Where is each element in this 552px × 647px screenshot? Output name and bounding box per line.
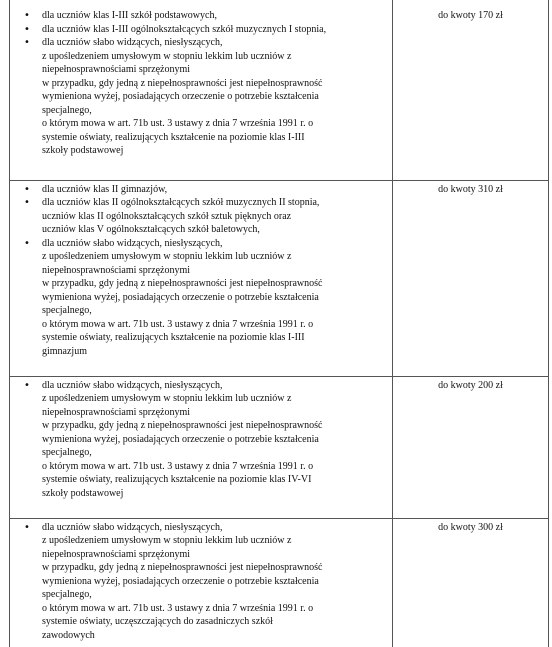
text-line: • dla uczniów słabo widzących, niesłyszących, <box>42 37 223 48</box>
eligibility-list <box>10 181 392 359</box>
eligibility-cell <box>10 518 393 647</box>
list-item <box>10 521 388 643</box>
eligibility-list <box>10 0 392 158</box>
text-line: szkoły podstawowej <box>42 487 124 499</box>
amount-cell <box>393 518 549 647</box>
text-line: o którym mowa w art. 71b ust. 3 ustawy z dnia 7 września 1991 r. o <box>42 118 314 129</box>
text-line: niepełnosprawnościami sprzężonymi <box>42 406 191 418</box>
eligibility-list <box>10 519 392 643</box>
list-item <box>10 23 388 37</box>
text-line: uczniów klas II ogólnokształcących szkół sztuk pięknych oraz <box>42 210 292 222</box>
table-row <box>10 0 549 180</box>
text-line: wymieniona wyżej, posiadających orzeczenie o potrzebie kształcenia <box>42 291 319 303</box>
text-line: • dla uczniów słabo widzących, niesłyszących, <box>42 379 223 391</box>
list-item <box>10 183 388 197</box>
table-row <box>10 180 549 376</box>
text-line: niepełnosprawnościami sprzężonymi <box>42 548 191 560</box>
text-line: • dla uczniów klas II ogólnokształcących szkół muzycznych II stopnia, <box>42 197 320 208</box>
table-row <box>10 376 549 518</box>
text-line: gimnazjum <box>42 345 87 357</box>
text-line: systemie oświaty, realizujących kształcenie na poziomie klas I-III <box>42 131 305 143</box>
text-line: uczniów klas V ogólnokształcących szkół baletowych, <box>42 224 260 235</box>
text-line: o którym mowa w art. 71b ust. 3 ustawy z dnia 7 września 1991 r. o <box>42 602 314 614</box>
text-line: systemie oświaty, realizujących kształcenie na poziomie klas I-III <box>42 332 305 343</box>
text-line: specjalnego, <box>42 305 92 316</box>
amount-value: do kwoty 300 zł <box>438 521 503 533</box>
text-line: z upośledzeniem umysłowym w stopniu lekkim lub uczniów z <box>42 535 292 546</box>
list-item <box>10 237 388 359</box>
text-line: • dla uczniów słabo widzących, niesłyszących, <box>42 237 223 249</box>
eligibility-list <box>10 377 392 501</box>
amount-value: do kwoty 200 zł <box>438 379 503 391</box>
allowance-table <box>9 0 549 647</box>
text-line: w przypadku, gdy jedną z niepełnosprawności jest niepełnosprawność <box>42 420 323 431</box>
eligibility-cell <box>10 180 393 376</box>
text-line: niepełnosprawnościami sprzężonymi <box>42 264 191 276</box>
text-line: specjalnego, <box>42 589 92 600</box>
text-line: wymieniona wyżej, posiadających orzeczenie o potrzebie kształcenia <box>42 433 319 445</box>
eligibility-cell <box>10 376 393 518</box>
text-line: systemie oświaty, uczęszczających do zasadniczych szkół <box>42 616 273 627</box>
text-line: wymieniona wyżej, posiadających orzeczenie o potrzebie kształcenia <box>42 91 319 102</box>
text-line: w przypadku, gdy jedną z niepełnosprawności jest niepełnosprawność <box>42 562 323 573</box>
text-line: o którym mowa w art. 71b ust. 3 ustawy z dnia 7 września 1991 r. o <box>42 318 314 330</box>
list-item <box>10 196 388 237</box>
text-line: zawodowych <box>42 629 95 641</box>
table-row <box>10 518 549 647</box>
text-line: systemie oświaty, realizujących kształcenie na poziomie klas IV-VI <box>42 474 312 485</box>
eligibility-cell <box>10 0 393 180</box>
amount-cell <box>393 376 549 518</box>
text-line: • dla uczniów klas I-III szkół podstawowych, <box>42 10 217 21</box>
text-line: wymieniona wyżej, posiadających orzeczenie o potrzebie kształcenia <box>42 575 319 587</box>
text-line: • dla uczniów klas II gimnazjów, <box>42 183 168 195</box>
text-line: • dla uczniów klas I-III ogólnokształcących szkół muzycznych I stopnia, <box>42 23 327 35</box>
text-line: • dla uczniów słabo widzących, niesłyszących, <box>42 521 223 533</box>
amount-value: do kwoty 170 zł <box>438 10 503 21</box>
amount-cell <box>393 180 549 376</box>
text-line: specjalnego, <box>42 104 92 116</box>
amount-cell <box>393 0 549 180</box>
list-item <box>10 9 388 23</box>
list-item <box>10 36 388 158</box>
text-line: specjalnego, <box>42 447 92 458</box>
text-line: z upośledzeniem umysłowym w stopniu lekkim lub uczniów z <box>42 50 292 62</box>
text-line: w przypadku, gdy jedną z niepełnosprawności jest niepełnosprawność <box>42 278 323 289</box>
text-line: szkoły podstawowej <box>42 145 124 156</box>
text-line: z upośledzeniem umysłowym w stopniu lekkim lub uczniów z <box>42 393 292 404</box>
text-line: niepełnosprawnościami sprzężonymi <box>42 64 191 75</box>
text-line: z upośledzeniem umysłowym w stopniu lekkim lub uczniów z <box>42 251 292 262</box>
text-line: w przypadku, gdy jedną z niepełnosprawności jest niepełnosprawność <box>42 77 323 89</box>
text-line: o którym mowa w art. 71b ust. 3 ustawy z dnia 7 września 1991 r. o <box>42 460 314 472</box>
list-item <box>10 379 388 501</box>
amount-value: do kwoty 310 zł <box>438 183 503 195</box>
